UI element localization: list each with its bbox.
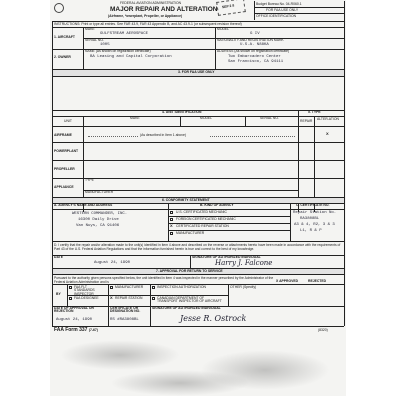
by-manufacturer-checkbox [110,286,113,289]
by-repair-station-mark: X [110,295,113,300]
form-subtitle: (Airframe, *owerplant, Propeller, or Appliance) [108,14,183,18]
aircraft-model: G IV [250,32,260,36]
agency-city: Van Nuys, CA 91406 [76,224,120,228]
airframe-note: (As described in Item 1 above) [140,133,186,137]
form-code: (8320) [318,328,328,332]
aircraft-make: GULFSTREAM AEROSPACE [100,32,149,36]
by-faa-inspector-checkbox [69,286,72,289]
section-6-title: 6. CONFORMITY STATEMENT [162,197,210,202]
dot-seal-icon [54,3,64,13]
section-7-title: 7. APPROVAL FOR RETURN TO SERVICE [156,268,223,273]
section-5-title: 5. TYPE [308,110,321,114]
approval-cert-no: RS #RA3808BL [110,318,139,322]
cert-line4: L1, R & P [300,229,322,233]
conformity-date: August 24, 1990 [94,261,131,265]
owner-address-line2: San Francisco, CA 94111 [228,60,284,64]
approval-signature: Jesse R. Ostrock [180,314,247,323]
section-4-title: 4. UNIT IDENTIFICATION [162,110,202,114]
aircraft-serial: 1005 [100,43,110,47]
by-canadian-inspector-checkbox [152,297,155,300]
aircraft-registration: U.S.A. N88KA [240,43,269,47]
by-inspection-authorization-checkbox [152,286,155,289]
section-2-label: 2. OWNER [54,55,71,59]
alteration-checkmark: X [326,131,329,136]
owner-address-line1: Two Embarcadero Center [228,55,281,59]
form-number: FAA Form 337 (7-67) [54,327,98,333]
faa-use-only: FOR FAA USE ONLY [266,8,299,12]
form-sheet: FEDERAL AVIATION ADMINISTRATION MAJOR REPAIR AND ALTERATION (Airframe, *owerplant, Propeller, or Appliance) Budget Bureau No. 04-R060.1 FOR FAA USE ONLY OFFICE IDENTIFICATION SEP 2 8 INSTRUCTIONS: Print or type all entries. See FAR 43.9, FAR 43 Appendix B, and AC 43.9-1 (or subsequent revision thereof) 1. AIRCRAFT MAKE GULFSTREAM AEROSPACE MODEL G IV SERIAL NO. 1005 NATIONALITY AND REGISTRATION MARK U.S.A. N88KA 2. OWNER NAME (As shown on registration certificate) BA Leasing and Capital Corporation ADDRESS (As shown on registration certificate) Two Embarcadero Center San Francisco, CA 94111 3. FOR FAA USE ONLY 4. UNIT IDENTIFICATION 5. TYPE UNIT MAKE MODEL SERIAL NO. REPAIR ALTER-ATION AIRFRAME (As described in Item 1 above) X POWERPLANT PROPELLER TYPE APPLIANCE MANUFACTURER 6. CONFORMITY STATEMENT A. AGENCY'S NAME AND ADDRESS B. KIND OF AGENCY C. CERTIFICATE NO. WESTERN COMMANDER, INC. 16300 Daily Drive Van Nuys, CA 91406 U.S. CERTIFICATED MECHANIC FOREIGN CERTIFICATED MECHANIC X CERTIFICATED REPAIR STATION MANUFACTURER Repair Station No. RA3808BL A3 & 4, R2, 3 & 3 L1, R & P D. I certify that the repair and/or alteration made to the unit(s) identified in item 4 above and described on the reverse or attachments hereto have been made in accordance with the requirements of Part 43 of the U.S. Federal Aviation Regulations and that the information furnished herein is true and correct to the best of my knowledge. DATE August 24, 1990 SIGNATURE OF AUTHORIZED INDIVIDUAL Harry J. Falcone 7. APPROVAL FOR RETURN TO SERVICE Pursuant to the authority given persons specified below, the unit identified in item 4 was inspected in the manner prescribed by the Administrator of the Federal Aviation Administration and is X APPROVED REJECTED BY FAA FLT STANDARDS INSPECTOR MANUFACTURER INSPECTION AUTHORIZATION OTHER (Specify) FAA DESIGNEE X REPAIR STATION CANADIAN DEPARTMENT OF TRANSPORT INSPECTOR OF AIRCRAFT DATE OF APPROVAL OR REJECTION August 24, 1990 CERTIFICATE OR DESIGNATION NO. RS #RA3808BL SIGNATURE OF AUTHORIZED INDIVIDUAL Jesse R. Ostrock FAA Form 337 (7-67) (8320) [50,0,346,396]
agency-name-value: WESTERN COMMANDER, INC. [72,212,128,216]
section-3-title: 3. FOR FAA USE ONLY [178,70,215,74]
section-1-label: 1. AIRCRAFT [54,35,75,39]
kind-repair-station-mark: X [170,222,173,228]
cert-line3: A3 & 4, R2, 3 & 3 [294,223,335,227]
by-faa-designee-checkbox [69,297,72,300]
copy-speckle [60,340,180,370]
cert-line1: Repair Station No. [293,211,337,215]
received-stamp: SEP 2 8 [216,0,246,16]
conformity-signature: Harry J. Falcone [215,259,273,267]
approval-text: Pursuant to the authority given persons specified below, the unit identified in item 4 was inspected in the manner prescribed by the Administrator of the Federal Aviation Administration and is [54,275,274,284]
instructions: INSTRUCTIONS: Print or type all entries. See FAR 43.9, FAR 43 Appendix B, and AC 43.9-1 (or subsequent revision thereof) [54,21,242,26]
rejected-label: REJECTED [308,278,327,283]
approved-mark: X APPROVED [276,278,299,283]
agency-name: FEDERAL AVIATION ADMINISTRATION [120,1,182,5]
agency-street: 16300 Daily Drive [78,218,119,222]
cert-line2: RA3808BL [300,217,320,221]
budget-bureau-no: Budget Bureau No. 04-R060.1 [256,2,302,6]
copy-speckle [110,370,250,396]
office-identification: OFFICE IDENTIFICATION [256,14,297,18]
owner-name: BA Leasing and Capital Corporation [90,55,172,59]
kind-us-mechanic-checkbox [170,211,173,214]
form-title: MAJOR REPAIR AND ALTERATION [110,6,218,13]
conformity-statement: D. I certify that the repair and/or alteration made to the unit(s) identified in item 4 above and described on the reverse or attachments hereto have been made in accordance with the requirements of Part 43 of the U.S. Federal Aviation Regulations and that the information furnished herein is true and correct to the best of my knowledge. [54,242,341,251]
approval-date: August 24, 1990 [56,318,93,322]
kind-foreign-mechanic-checkbox [170,218,173,221]
kind-manufacturer-checkbox [170,232,173,235]
